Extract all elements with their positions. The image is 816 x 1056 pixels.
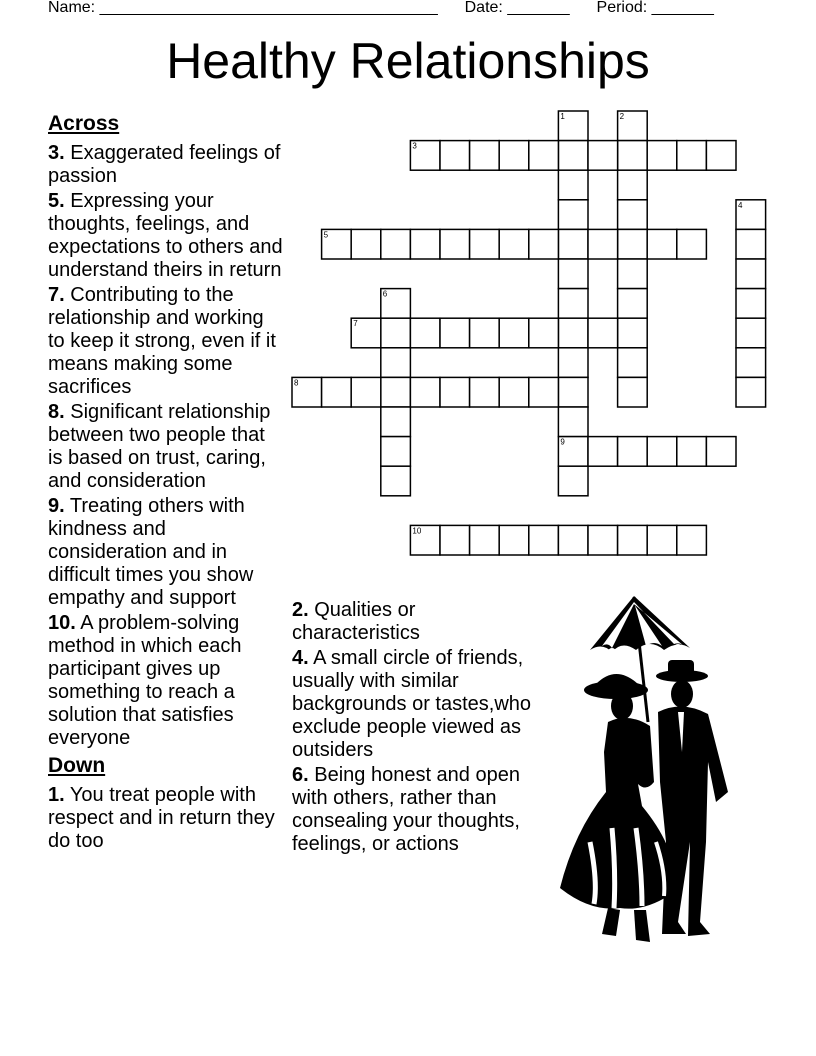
clue-number: 8.: [48, 401, 65, 423]
name-field[interactable]: Name: ______________________________________: [48, 0, 438, 16]
grid-cell[interactable]: [558, 289, 588, 319]
across-heading: Across: [48, 112, 120, 135]
grid-cell[interactable]: [499, 318, 529, 348]
grid-cell[interactable]: [470, 525, 500, 555]
clue-text: Treating others with kindness and consideration and in difficult times you show empathy and support: [48, 495, 254, 609]
grid-cell-number: 2: [619, 112, 625, 121]
grid-cell[interactable]: [736, 318, 766, 348]
clue-item: [292, 647, 532, 762]
grid-cell[interactable]: [470, 318, 500, 348]
down-heading: Down: [48, 754, 106, 777]
grid-cell[interactable]: [351, 229, 381, 259]
grid-cell-number: 7: [353, 319, 358, 329]
grid-cell[interactable]: [736, 289, 766, 319]
grid-cell[interactable]: [499, 141, 529, 171]
grid-cell[interactable]: [618, 377, 648, 407]
grid-cell-number: 8: [294, 378, 299, 388]
clue-text: Qualities or characteristics: [292, 599, 420, 644]
grid-cell[interactable]: [677, 141, 707, 171]
grid-cell[interactable]: [677, 229, 707, 259]
grid-cell[interactable]: [440, 377, 470, 407]
grid-cell[interactable]: [470, 377, 500, 407]
grid-cell[interactable]: [529, 525, 559, 555]
grid-cell[interactable]: [588, 525, 618, 555]
clue-text: A small circle of friends, usually with similar backgrounds or tastes,who exclude people viewed as outsiders: [292, 647, 532, 761]
grid-cell[interactable]: [558, 525, 588, 555]
grid-cell[interactable]: [618, 170, 648, 200]
clues-column-right: [292, 599, 532, 858]
clue-item: [292, 764, 532, 856]
grid-cell[interactable]: [381, 466, 411, 496]
grid-cell[interactable]: [410, 229, 440, 259]
grid-cell[interactable]: [558, 407, 588, 437]
grid-cell[interactable]: [381, 229, 411, 259]
grid-cell[interactable]: [558, 200, 588, 230]
clue-text: Being honest and open with others, rather than consealing your thoughts, feelings, or actions: [292, 764, 520, 855]
grid-cell[interactable]: [588, 437, 618, 467]
grid-cell-number: 10: [412, 526, 422, 536]
clue-number: 9.: [48, 495, 65, 517]
grid-cell[interactable]: [529, 229, 559, 259]
grid-cell[interactable]: [618, 200, 648, 230]
grid-cell[interactable]: [647, 141, 677, 171]
grid-cell[interactable]: [381, 348, 411, 378]
clue-text: Exaggerated feelings of passion: [48, 142, 281, 187]
grid-cell[interactable]: [618, 525, 648, 555]
woman-silhouette: [560, 674, 675, 942]
clue-text: Expressing your thoughts, feelings, and expectations to others and understand theirs in return: [48, 190, 283, 281]
grid-cell[interactable]: [736, 377, 766, 407]
couple-with-umbrella-illustration: [550, 592, 750, 962]
clue-item: [48, 784, 284, 853]
grid-cell[interactable]: [618, 348, 648, 378]
clue-text: Contributing to the relationship and working to keep it strong, even if it means making some sacrifices: [48, 284, 276, 398]
grid-cell[interactable]: [499, 525, 529, 555]
clue-number: 2.: [292, 599, 309, 621]
grid-cell[interactable]: [588, 229, 618, 259]
grid-cell[interactable]: [618, 289, 648, 319]
clue-number: 10.: [48, 612, 76, 634]
clue-number: 3.: [48, 142, 65, 164]
grid-cell[interactable]: [647, 437, 677, 467]
page-title: Healthy Relationships: [166, 33, 650, 89]
grid-cell[interactable]: [381, 407, 411, 437]
grid-cell-number: 5: [323, 230, 329, 240]
grid-cell[interactable]: [381, 437, 411, 467]
grid-cell[interactable]: [677, 437, 707, 467]
grid-cell[interactable]: [410, 318, 440, 348]
grid-cell-number: 6: [382, 289, 388, 299]
grid-cell[interactable]: [558, 377, 588, 407]
clue-number: 1.: [48, 784, 65, 806]
grid-cell[interactable]: [558, 259, 588, 289]
grid-cell-number: 1: [560, 112, 565, 121]
grid-cell[interactable]: [470, 141, 500, 171]
down-clue-list: [48, 784, 284, 853]
clue-number: 6.: [292, 764, 309, 786]
grid-cell[interactable]: [351, 377, 381, 407]
grid-cell[interactable]: [558, 318, 588, 348]
clue-item: [292, 599, 532, 645]
period-field[interactable]: Period: _______: [596, 0, 714, 16]
grid-cell[interactable]: [440, 318, 470, 348]
grid-cell[interactable]: [618, 437, 648, 467]
grid-cell[interactable]: [440, 141, 470, 171]
grid-cell[interactable]: [499, 377, 529, 407]
grid-cell[interactable]: [529, 318, 559, 348]
grid-cell[interactable]: [440, 525, 470, 555]
grid-cell[interactable]: [558, 141, 588, 171]
grid-cell[interactable]: [588, 141, 618, 171]
grid-cell[interactable]: [381, 318, 411, 348]
grid-cell[interactable]: [322, 377, 352, 407]
grid-cell[interactable]: [736, 229, 766, 259]
grid-cell[interactable]: [618, 229, 648, 259]
down-clue-list-continued: [292, 599, 532, 856]
grid-cell[interactable]: [558, 348, 588, 378]
grid-cell[interactable]: [499, 229, 529, 259]
grid-cell[interactable]: [529, 141, 559, 171]
clue-item: [48, 612, 284, 750]
grid-cell[interactable]: [736, 348, 766, 378]
grid-cell[interactable]: [440, 229, 470, 259]
grid-cell[interactable]: [618, 141, 648, 171]
grid-cell-number: 4: [738, 200, 743, 210]
clue-number: 5.: [48, 190, 65, 212]
grid-cell[interactable]: [647, 229, 677, 259]
grid-cell[interactable]: [736, 259, 766, 289]
grid-cell[interactable]: [558, 466, 588, 496]
grid-cell[interactable]: [470, 229, 500, 259]
clue-text: Significant relationship between two people that is based on trust, caring, and consideration: [48, 401, 271, 492]
clue-text: You treat people with respect and in return they do too: [48, 784, 275, 852]
grid-cell-number: 3: [412, 141, 417, 151]
clue-number: 7.: [48, 284, 65, 306]
date-field[interactable]: Date: _______: [464, 0, 570, 16]
grid-cell[interactable]: [381, 377, 411, 407]
grid-cell[interactable]: [618, 318, 648, 348]
grid-cell[interactable]: [588, 318, 618, 348]
grid-cell[interactable]: [706, 141, 736, 171]
clue-text: A problem-solving method in which each participant gives up something to reach a solution that satisfies everyone: [48, 612, 242, 749]
grid-cell[interactable]: [647, 525, 677, 555]
grid-cell[interactable]: [706, 437, 736, 467]
clue-number: 4.: [292, 647, 309, 669]
grid-cell[interactable]: [558, 229, 588, 259]
grid-cell[interactable]: [618, 259, 648, 289]
grid-cell[interactable]: [558, 170, 588, 200]
grid-cell[interactable]: [677, 525, 707, 555]
grid-cell[interactable]: [529, 377, 559, 407]
grid-cell[interactable]: [410, 377, 440, 407]
grid-cell-number: 9: [560, 437, 565, 447]
